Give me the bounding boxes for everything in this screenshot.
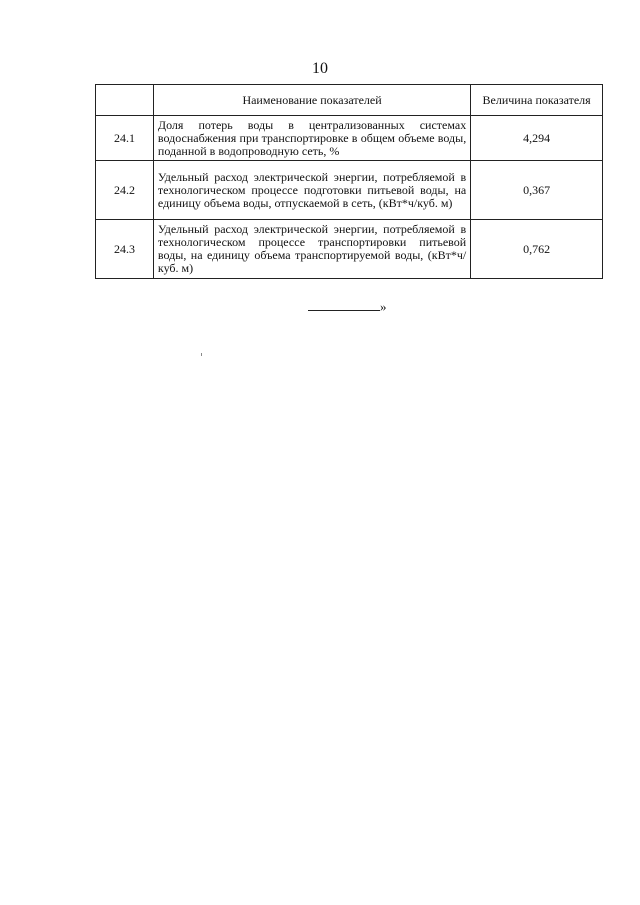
- table-row: [96, 220, 603, 279]
- header-indicator-value: Величина показателя: [471, 85, 603, 116]
- closing-quote-mark: »: [380, 299, 387, 314]
- row-indicator-value: 0,762: [471, 220, 603, 279]
- row-number: 24.3: [96, 220, 154, 279]
- row-number: 24.1: [96, 116, 154, 161]
- row-indicator-name: Удельный расход электрической энергии, потребляемой в технологическом процессе подготовки питьевой воды, на единицу объема воды, отпускаемой в сеть, (кВт*ч/куб. м): [153, 161, 470, 220]
- indicators-table: [95, 84, 603, 279]
- row-indicator-value: 0,367: [471, 161, 603, 220]
- header-number: [96, 85, 154, 116]
- row-indicator-name: Доля потерь воды в централизованных системах водоснабжения при транспортировке в общем объеме воды, поданной в водопроводную сеть, %: [153, 116, 470, 161]
- table-row: [96, 116, 603, 161]
- table-row: [96, 161, 603, 220]
- header-indicator-name: Наименование показателей: [153, 85, 470, 116]
- row-number: 24.2: [96, 161, 154, 220]
- row-indicator-name: Удельный расход электрической энергии, потребляемой в технологическом процессе транспортировки питьевой воды, на единицу объема транспортируемой воды, (кВт*ч/куб. м): [153, 220, 470, 279]
- page-number: 10: [312, 60, 328, 77]
- row-indicator-value: 4,294: [471, 116, 603, 161]
- scan-speck: [201, 353, 202, 356]
- table-header-row: [96, 85, 603, 116]
- closing-line: [308, 298, 387, 315]
- closing-underline: [308, 298, 380, 311]
